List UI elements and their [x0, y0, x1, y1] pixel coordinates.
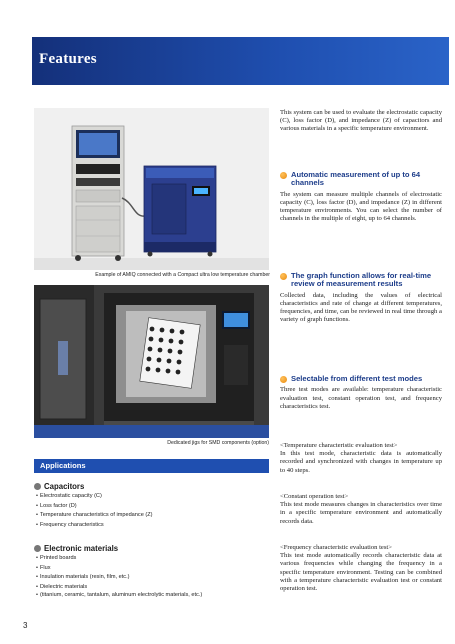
list-item: • (titanium, ceramic, tantalum, aluminum electrolytic materials, etc.): [36, 592, 202, 598]
list-item: • Dielectric materials: [36, 583, 202, 593]
intro-block: [280, 109, 442, 134]
mode-name: <Frequency characteristic evaluation test>: [280, 544, 392, 551]
list-item: • Insulation materials (resin, film, etc.): [36, 573, 202, 583]
mode-frequency: [280, 544, 442, 593]
list-item: • Flux: [36, 564, 202, 574]
list-item: • Loss factor (D): [36, 502, 153, 512]
mode-temperature: [280, 442, 442, 475]
capacitors-heading: Capacitors: [34, 482, 84, 491]
capacitors-list: [36, 492, 153, 530]
applications-title: Applications: [40, 461, 86, 470]
mode-name: <Constant operation test>: [280, 493, 349, 500]
feature-heading: The graph function allows for real-time review of measurement results: [280, 272, 442, 289]
applications-header: [34, 459, 269, 473]
feature-test-modes: [280, 375, 442, 411]
page-title: Features: [39, 51, 97, 67]
list-item: • Temperature characteristics of impedance (Z): [36, 511, 153, 521]
electronic-materials-list: [36, 554, 202, 599]
feature-graph: [280, 272, 442, 325]
orange-bullet-icon: [280, 172, 287, 179]
page-number: 3: [23, 621, 28, 630]
electronic-materials-heading: Electronic materials: [34, 544, 118, 553]
feature-body: Collected data, including the values of electrical characteristics and rate of change at different temperatures, frequencies, and time, can be reviewed in real time through a variety of graph functions.: [280, 291, 442, 324]
mode-body: This test mode automatically records characteristic data at various frequencies while changing the frequency in a specific temperature environment. Testing can be combined with a temperature characteristic evaluation test or constant operation test.: [280, 552, 442, 593]
photo-amiq-system: [34, 108, 269, 270]
gray-bullet-icon: [34, 545, 41, 552]
list-item: • Printed boards: [36, 554, 202, 564]
photo1-caption: Example of AMIQ connected with a Compact ultra low temperature chamber: [95, 272, 270, 278]
amiq-system-illustration: [34, 108, 269, 270]
feature-heading: Automatic measurement of up to 64 channels: [280, 171, 442, 188]
smd-jig-illustration: [34, 285, 269, 438]
mode-body: This test mode measures changes in characteristics over time in a specific temperature environment and automatically records data.: [280, 501, 442, 525]
feature-body: Three test modes are available: temperature characteristic evaluation test, constant operation test, and frequency characteristics test.: [280, 386, 442, 410]
mode-constant: [280, 493, 442, 526]
features-banner: [32, 37, 449, 85]
photo2-caption: Dedicated jigs for SMD components (option): [167, 440, 269, 446]
intro-text: This system can be used to evaluate the electrostatic capacity (C), loss factor (D), and impedance (Z) of capacitors and various materials in a specific temperature environment.: [280, 109, 442, 133]
orange-bullet-icon: [280, 273, 287, 280]
feature-body: The system can measure multiple channels of electrostatic capacity (C), loss factor (D), and impedance (Z) in different temperature environments. You can select the number of channels in the multiple of eight, up to 64 channels.: [280, 190, 442, 223]
list-item: • Electrostatic capacity (C): [36, 492, 153, 502]
mode-name: <Temperature characteristic evaluation test>: [280, 442, 398, 449]
feature-multichannel: [280, 171, 442, 224]
feature-heading: Selectable from different test modes: [280, 375, 442, 383]
list-item: • Frequency characteristics: [36, 521, 153, 531]
photo-smd-jig: [34, 285, 269, 438]
mode-body: In this test mode, characteristic data is automatically recorded and synchronized with changes in temperature up to 40 steps.: [280, 450, 442, 474]
orange-bullet-icon: [280, 376, 287, 383]
gray-bullet-icon: [34, 483, 41, 490]
